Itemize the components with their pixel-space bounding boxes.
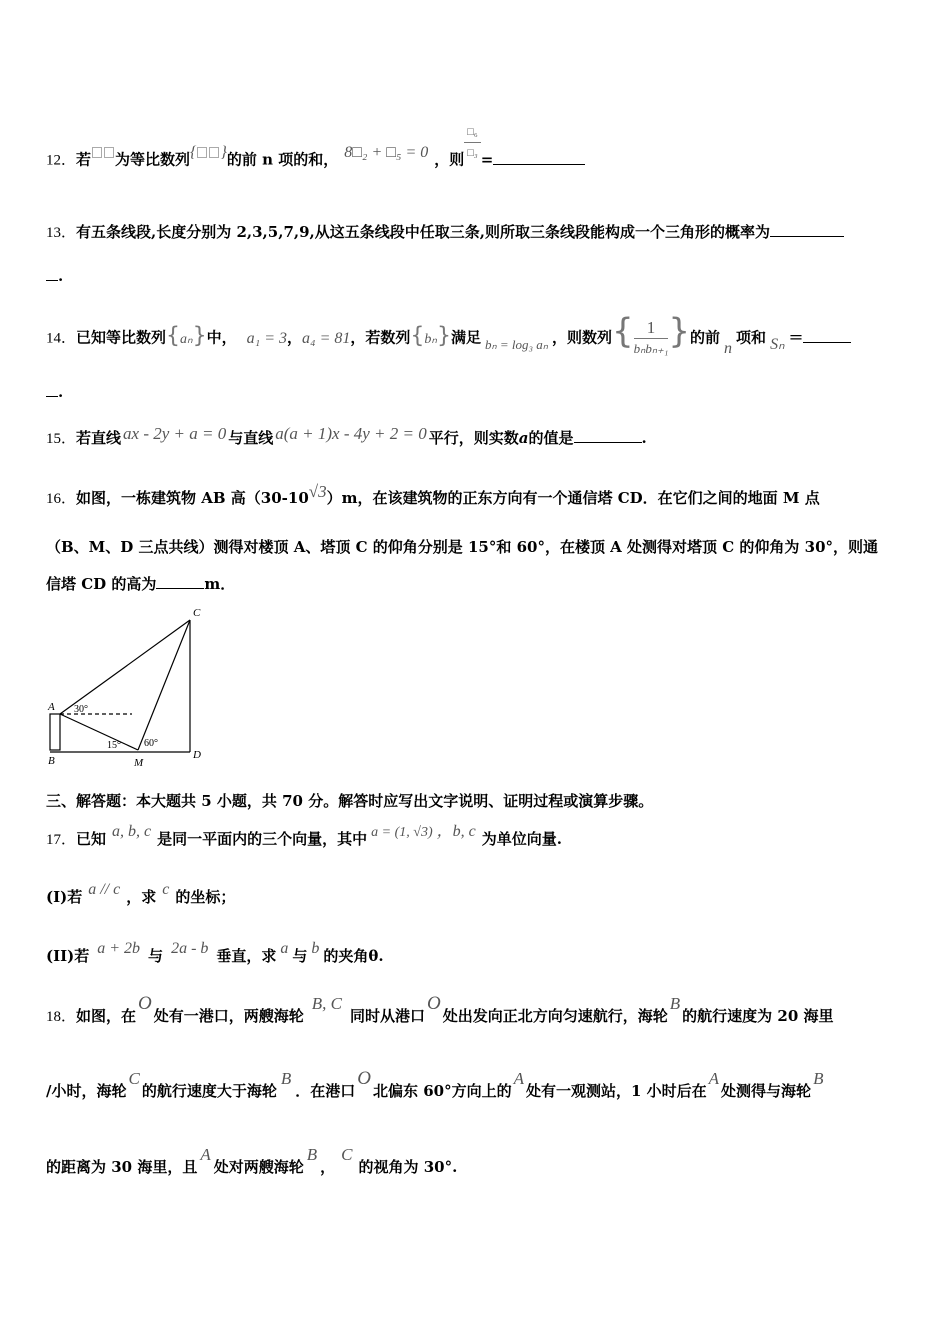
math-formula: a(a + 1)x - 4y + 2 = 0: [275, 424, 427, 443]
math-formula: 8□₂ + □₅ = 0: [344, 143, 429, 161]
math-placeholder: [91, 144, 115, 161]
answer-blank: [493, 150, 585, 165]
label-a: A: [48, 701, 55, 713]
label-b: B: [48, 755, 55, 767]
question-14-tail: .: [46, 382, 63, 402]
question-18: 18．如图，在O处有一港口，两艘海轮B, C同时从港口O处出发向正北方向匀速航行，海轮B的航行速度为 20 海里: [46, 993, 834, 1025]
question-number: 12．: [46, 152, 77, 169]
label-m: M: [134, 757, 144, 769]
question-17-part-2: (II)若 a + 2b 与 2a - b 垂直，求 a 与 b 的夹角θ.: [46, 940, 384, 965]
answer-blank: [156, 574, 204, 589]
angle-60: 60°: [144, 738, 158, 749]
label-d: D: [193, 749, 201, 761]
question-17-part-1: (I)若 a // c ，求 c 的坐标；: [46, 881, 236, 906]
question-number: 15．: [46, 431, 77, 447]
tower-figure: [40, 600, 220, 772]
section-heading: 三、解答题：本大题共 5 小题，共 70 分。解答时应写出文字说明、证明过程或演算步骤。: [46, 792, 654, 810]
answer-blank: [803, 328, 851, 343]
question-16-line3: 信塔 CD 的高为 m．: [46, 575, 236, 593]
question-13-tail: .: [46, 266, 63, 286]
building-ab: [50, 714, 60, 750]
question-15: 15．若直线 ax - 2y + a = 0 与直线 a(a + 1)x - 4y + 2 = 0 平行，则实数a的值是 .: [46, 424, 647, 447]
question-number: 18．: [46, 1009, 77, 1025]
math-formula: ax - 2y + a = 0: [123, 424, 227, 443]
answer-blank: [46, 266, 58, 281]
question-18-line3: 的距离为 30 海里，且A处对两艘海轮B，C的视角为 30°.: [46, 1145, 458, 1176]
answer-blank: [574, 428, 642, 443]
math-sqrt: √3: [308, 482, 327, 501]
question-14: 14．已知等比数列{aₙ}中， a₁ = 3，a₄ = 81，若数列{bₙ}满足 bₙ = log₃ aₙ ，则数列{ $\frac{1}{\text{bₙbₙ₊₁}}$ }的前n项和 Sₙ ＝: [46, 318, 851, 359]
question-16-line2: （B、M、D 三点共线）测得对楼顶 A、塔顶 C 的仰角分别是 15°和 60°，在楼顶 A 处测得对塔顶 C 的仰角为 30°，则通: [46, 538, 879, 556]
question-number: 13．: [46, 225, 77, 241]
angle-30: 30°: [74, 704, 88, 715]
math-fraction: $\frac{1}{\text{bₙbₙ₊₁}}$: [633, 318, 669, 356]
question-16: 16．如图，一栋建筑物 AB 高（30-10√3）m，在该建筑物的正东方向有一个通信塔 CD．在它们之间的地面 M 点: [46, 482, 820, 507]
question-18-line2: /小时，海轮C的航行速度大于海轮B．在港口O北偏东 60°方向上的A处有一观测站，1 小时后在A处测得与海轮B: [46, 1068, 824, 1100]
math-fraction: $\frac{\text{□₆}}{\text{□₃}}$: [464, 122, 480, 163]
answer-blank: [46, 382, 58, 397]
question-13: 13．有五条线段,长度分别为 2,3,5,7,9,从这五条线段中任取三条,则所取三条线段能构成一个三角形的概率为: [46, 222, 844, 243]
line-am: [60, 714, 138, 750]
math-placeholder: { }: [190, 143, 227, 161]
label-c: C: [193, 607, 201, 619]
answer-blank: [770, 222, 844, 237]
line-ac: [60, 620, 190, 714]
question-17: 17．已知 a, b, c 是同一平面内的三个向量，其中 a = (1, √3) ，b, c 为单位向量.: [46, 823, 562, 848]
question-number: 17．: [46, 832, 77, 848]
question-number: 16．: [46, 491, 77, 507]
question-number: 14．: [46, 330, 77, 347]
question-12: 12．若 为等比数列{ }的前 n 项的和， 8□₂ + □₅ = 0 ，则 $\frac{\text{□₆}}{\text{□₃}}$ =: [46, 140, 585, 181]
angle-15: 15°: [107, 740, 121, 751]
